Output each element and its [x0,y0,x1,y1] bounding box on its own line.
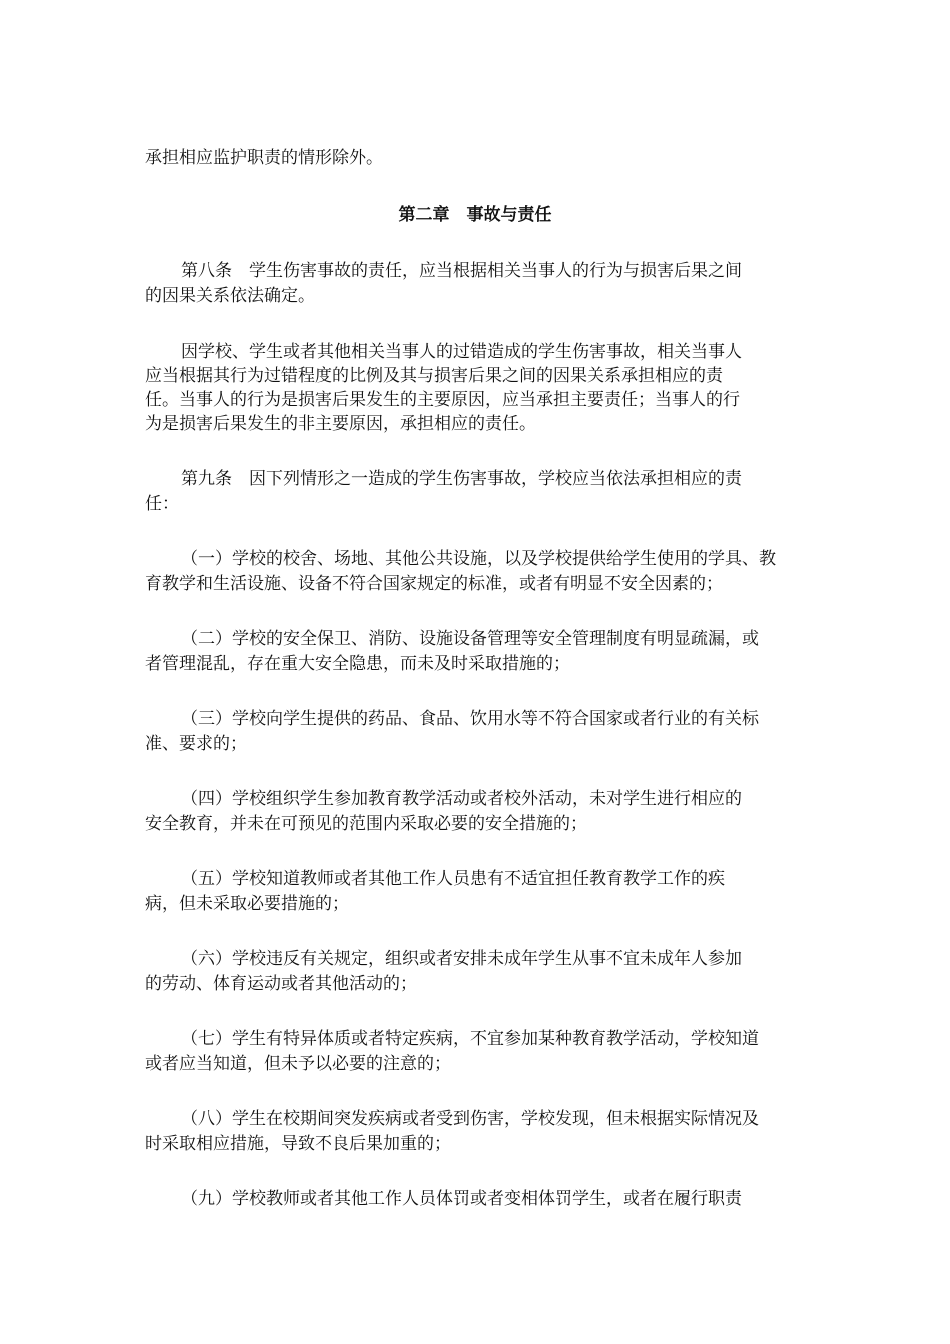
paragraph-line: 第九条 因下列情形之一造成的学生伤害事故，学校应当依法承担相应的责 [181,469,742,489]
paragraph-line: （七）学生有特异体质或者特定疾病，不宜参加某种教育教学活动，学校知道 [181,1029,759,1049]
paragraph-line: 任。当事人的行为是损害后果发生的主要原因，应当承担主要责任；当事人的行 [145,390,740,410]
paragraph-line: 安全教育，并未在可预见的范围内采取必要的安全措施的； [145,814,587,834]
paragraph-line: （九）学校教师或者其他工作人员体罚或者变相体罚学生，或者在履行职责 [181,1189,742,1209]
paragraph-line: 第八条 学生伤害事故的责任，应当根据相关当事人的行为与损害后果之间 [181,261,742,281]
paragraph-line: 准、要求的； [145,734,247,754]
paragraph-line: 时采取相应措施，导致不良后果加重的； [145,1134,451,1154]
paragraph-line: 育教学和生活设施、设备不符合国家规定的标准，或者有明显不安全因素的； [145,574,723,594]
paragraph-line: 或者应当知道，但未予以必要的注意的； [145,1054,451,1074]
paragraph-line: 因学校、学生或者其他相关当事人的过错造成的学生伤害事故，相关当事人 [181,342,742,362]
paragraph-line: （八）学生在校期间突发疾病或者受到伤害，学校发现，但未根据实际情况及 [181,1109,759,1129]
paragraph-line: （六）学校违反有关规定，组织或者安排未成年学生从事不宜未成年人参加 [181,949,742,969]
paragraph-line: 病，但未采取必要措施的； [145,894,349,914]
paragraph-line: 的因果关系依法确定。 [145,286,315,306]
paragraph-line: （三）学校向学生提供的药品、食品、饮用水等不符合国家或者行业的有关标 [181,709,759,729]
paragraph-line: （二）学校的安全保卫、消防、设施设备管理等安全管理制度有明显疏漏，或 [181,629,759,649]
paragraph-line: 者管理混乱，存在重大安全隐患，而未及时采取措施的； [145,654,570,674]
paragraph-line: 任： [145,494,179,514]
carryover-line: 承担相应监护职责的情形除外。 [145,148,383,168]
paragraph-line: （四）学校组织学生参加教育教学活动或者校外活动，未对学生进行相应的 [181,789,742,809]
paragraph-line: 应当根据其行为过错程度的比例及其与损害后果之间的因果关系承担相应的责 [145,366,723,386]
paragraph-line: （一）学校的校舍、场地、其他公共设施，以及学校提供给学生使用的学具、教 [181,549,776,569]
chapter-title: 第二章 事故与责任 [398,205,552,225]
paragraph-line: 的劳动、体育运动或者其他活动的； [145,974,417,994]
paragraph-line: 为是损害后果发生的非主要原因，承担相应的责任。 [145,414,536,434]
paragraph-line: （五）学校知道教师或者其他工作人员患有不适宜担任教育教学工作的疾 [181,869,725,889]
